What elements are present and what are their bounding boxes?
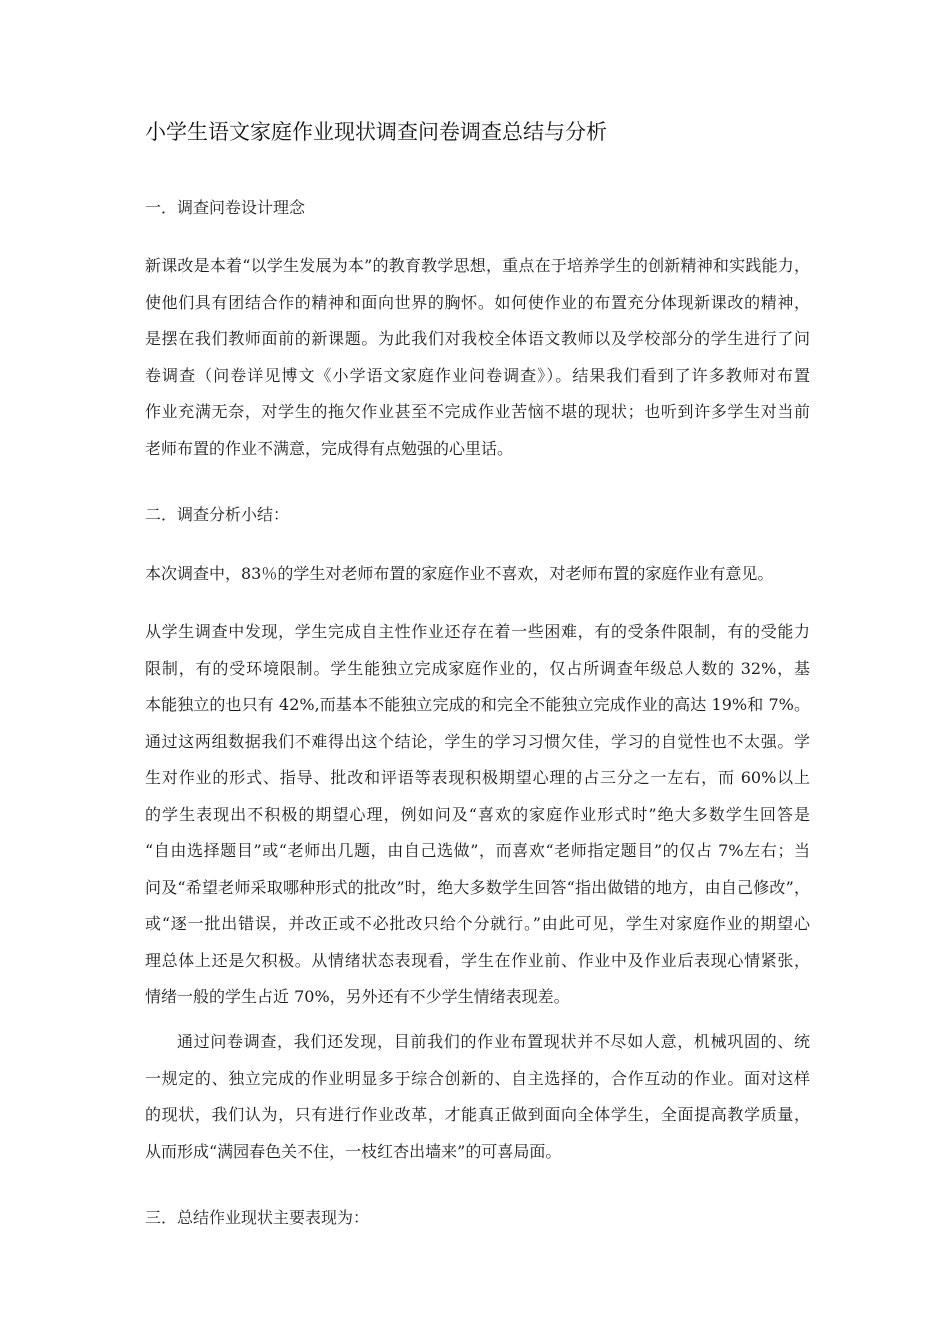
section-2-paragraph-findings bbox=[145, 614, 810, 1016]
paragraph-line: 的学生表现出不积极的期望心理，例如问及“喜欢的家庭作业形式时”绝大多数学生回答是 bbox=[145, 804, 810, 824]
paragraph-line: 理总体上还是欠积极。从情绪状态表现看，学生在作业前、作业中及作业后表现心情紧张， bbox=[145, 950, 810, 970]
paragraph-line: 或“逐一批出错误，并改正或不必批改只给个分就行。”由此可见，学生对家庭作业的期望心 bbox=[145, 914, 810, 933]
paragraph-line: 是摆在我们教师面前的新课题。为此我们对我校全体语文教师以及学校部分的学生进行了问 bbox=[145, 329, 810, 348]
paragraph-line: 老师布置的作业不满意，完成得有点勉强的心里话。 bbox=[145, 438, 514, 458]
paragraph-line: “自由选择题目”或“老师出几题，由自己选做”，而喜欢“老师指定题目”的仅占 7%左右；当 bbox=[145, 841, 810, 860]
paragraph-line: 的现状，我们认为，只有进行作业改革，才能真正做到面向全体学生，全面提高教学质量， bbox=[145, 1105, 810, 1124]
section-2-paragraph-conclusion bbox=[145, 1024, 810, 1170]
section-2-heading: 二．调查分析小结： bbox=[145, 505, 290, 524]
paragraph-line: 从学生调查中发现，学生完成自主性作业还存在着一些困难，有的受条件限制，有的受能力 bbox=[145, 622, 810, 641]
paragraph-line: 新课改是本着“以学生发展为本”的教育教学思想，重点在于培养学生的创新精神和实践能力， bbox=[145, 256, 810, 275]
paragraph-line: 问及“希望老师采取哪种形式的批改”时，绝大多数学生回答“指出做错的地方，由自己修改”， bbox=[145, 877, 810, 897]
paragraph-line: 通过问卷调查，我们还发现，目前我们的作业布置现状并不尽如人意，机械巩固的、统 bbox=[177, 1032, 810, 1051]
paragraph-line: 情绪一般的学生占近 70%，另外还有不少学生情绪表现差。 bbox=[145, 987, 570, 1006]
section-1-heading: 一．调查问卷设计理念 bbox=[145, 198, 306, 217]
section-3-heading: 三．总结作业现状主要表现为： bbox=[145, 1208, 370, 1227]
paragraph-line: 生对作业的形式、指导、批改和评语等表现积极期望心理的占三分之一左右，而 60%以上 bbox=[145, 768, 810, 787]
paragraph-line: 本能独立的也只有 42%,而基本不能独立完成的和完全不能独立完成作业的高达 19%和 7%。 bbox=[145, 695, 810, 714]
paragraph-line: 一规定的、独立完成的作业明显多于综合创新的、自主选择的，合作互动的作业。面对这样 bbox=[145, 1068, 810, 1088]
document-title: 小学生语文家庭作业现状调查问卷调查总结与分析 bbox=[145, 120, 607, 144]
paragraph-line: 限制，有的受环境限制。学生能独立完成家庭作业的，仅占所调查年级总人数的 32%，基 bbox=[145, 658, 810, 678]
paragraph-line: 从而形成“满园春色关不住，一枝红杏出墙来”的可喜局面。 bbox=[145, 1141, 562, 1161]
section-2-summary bbox=[145, 556, 810, 593]
paragraph-line: 使他们具有团结合作的精神和面向世界的胸怀。如何使作业的布置充分体现新课改的精神， bbox=[145, 292, 810, 312]
paragraph-line: 卷调查（问卷详见博文《小学语文家庭作业问卷调查》）。结果我们看到了许多教师对布置 bbox=[145, 365, 810, 385]
summary-line: 本次调查中，83％的学生对老师布置的家庭作业不喜欢，对老师布置的家庭作业有意见。 bbox=[145, 564, 774, 583]
section-1-paragraph bbox=[145, 248, 810, 467]
paragraph-line: 作业充满无奈，对学生的拖欠作业甚至不完成作业苦恼不堪的现状；也听到许多学生对当前 bbox=[145, 402, 810, 421]
paragraph-line: 通过这两组数据我们不难得出这个结论，学生的学习习惯欠佳，学习的自觉性也不太强。学 bbox=[145, 731, 810, 751]
